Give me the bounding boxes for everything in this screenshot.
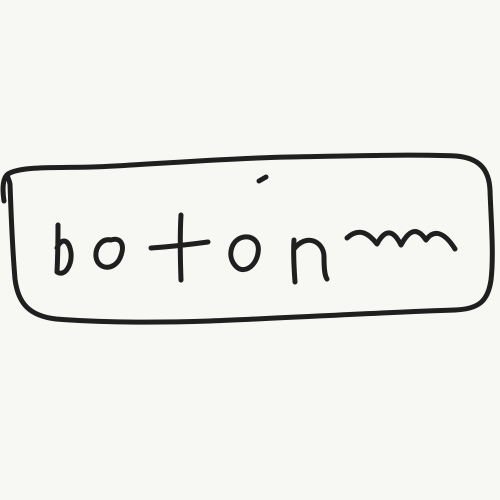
handwritten-letter-t	[151, 215, 208, 280]
handwritten-letter-o-accented	[231, 237, 259, 270]
button-outline-start-tick	[3, 174, 8, 201]
handwritten-accent	[259, 177, 266, 181]
handwritten-letter-o-first	[96, 239, 123, 267]
handwritten-scribble-tail	[347, 232, 455, 249]
handwritten-letter-n	[294, 240, 327, 282]
handwritten-letter-b	[57, 225, 71, 273]
